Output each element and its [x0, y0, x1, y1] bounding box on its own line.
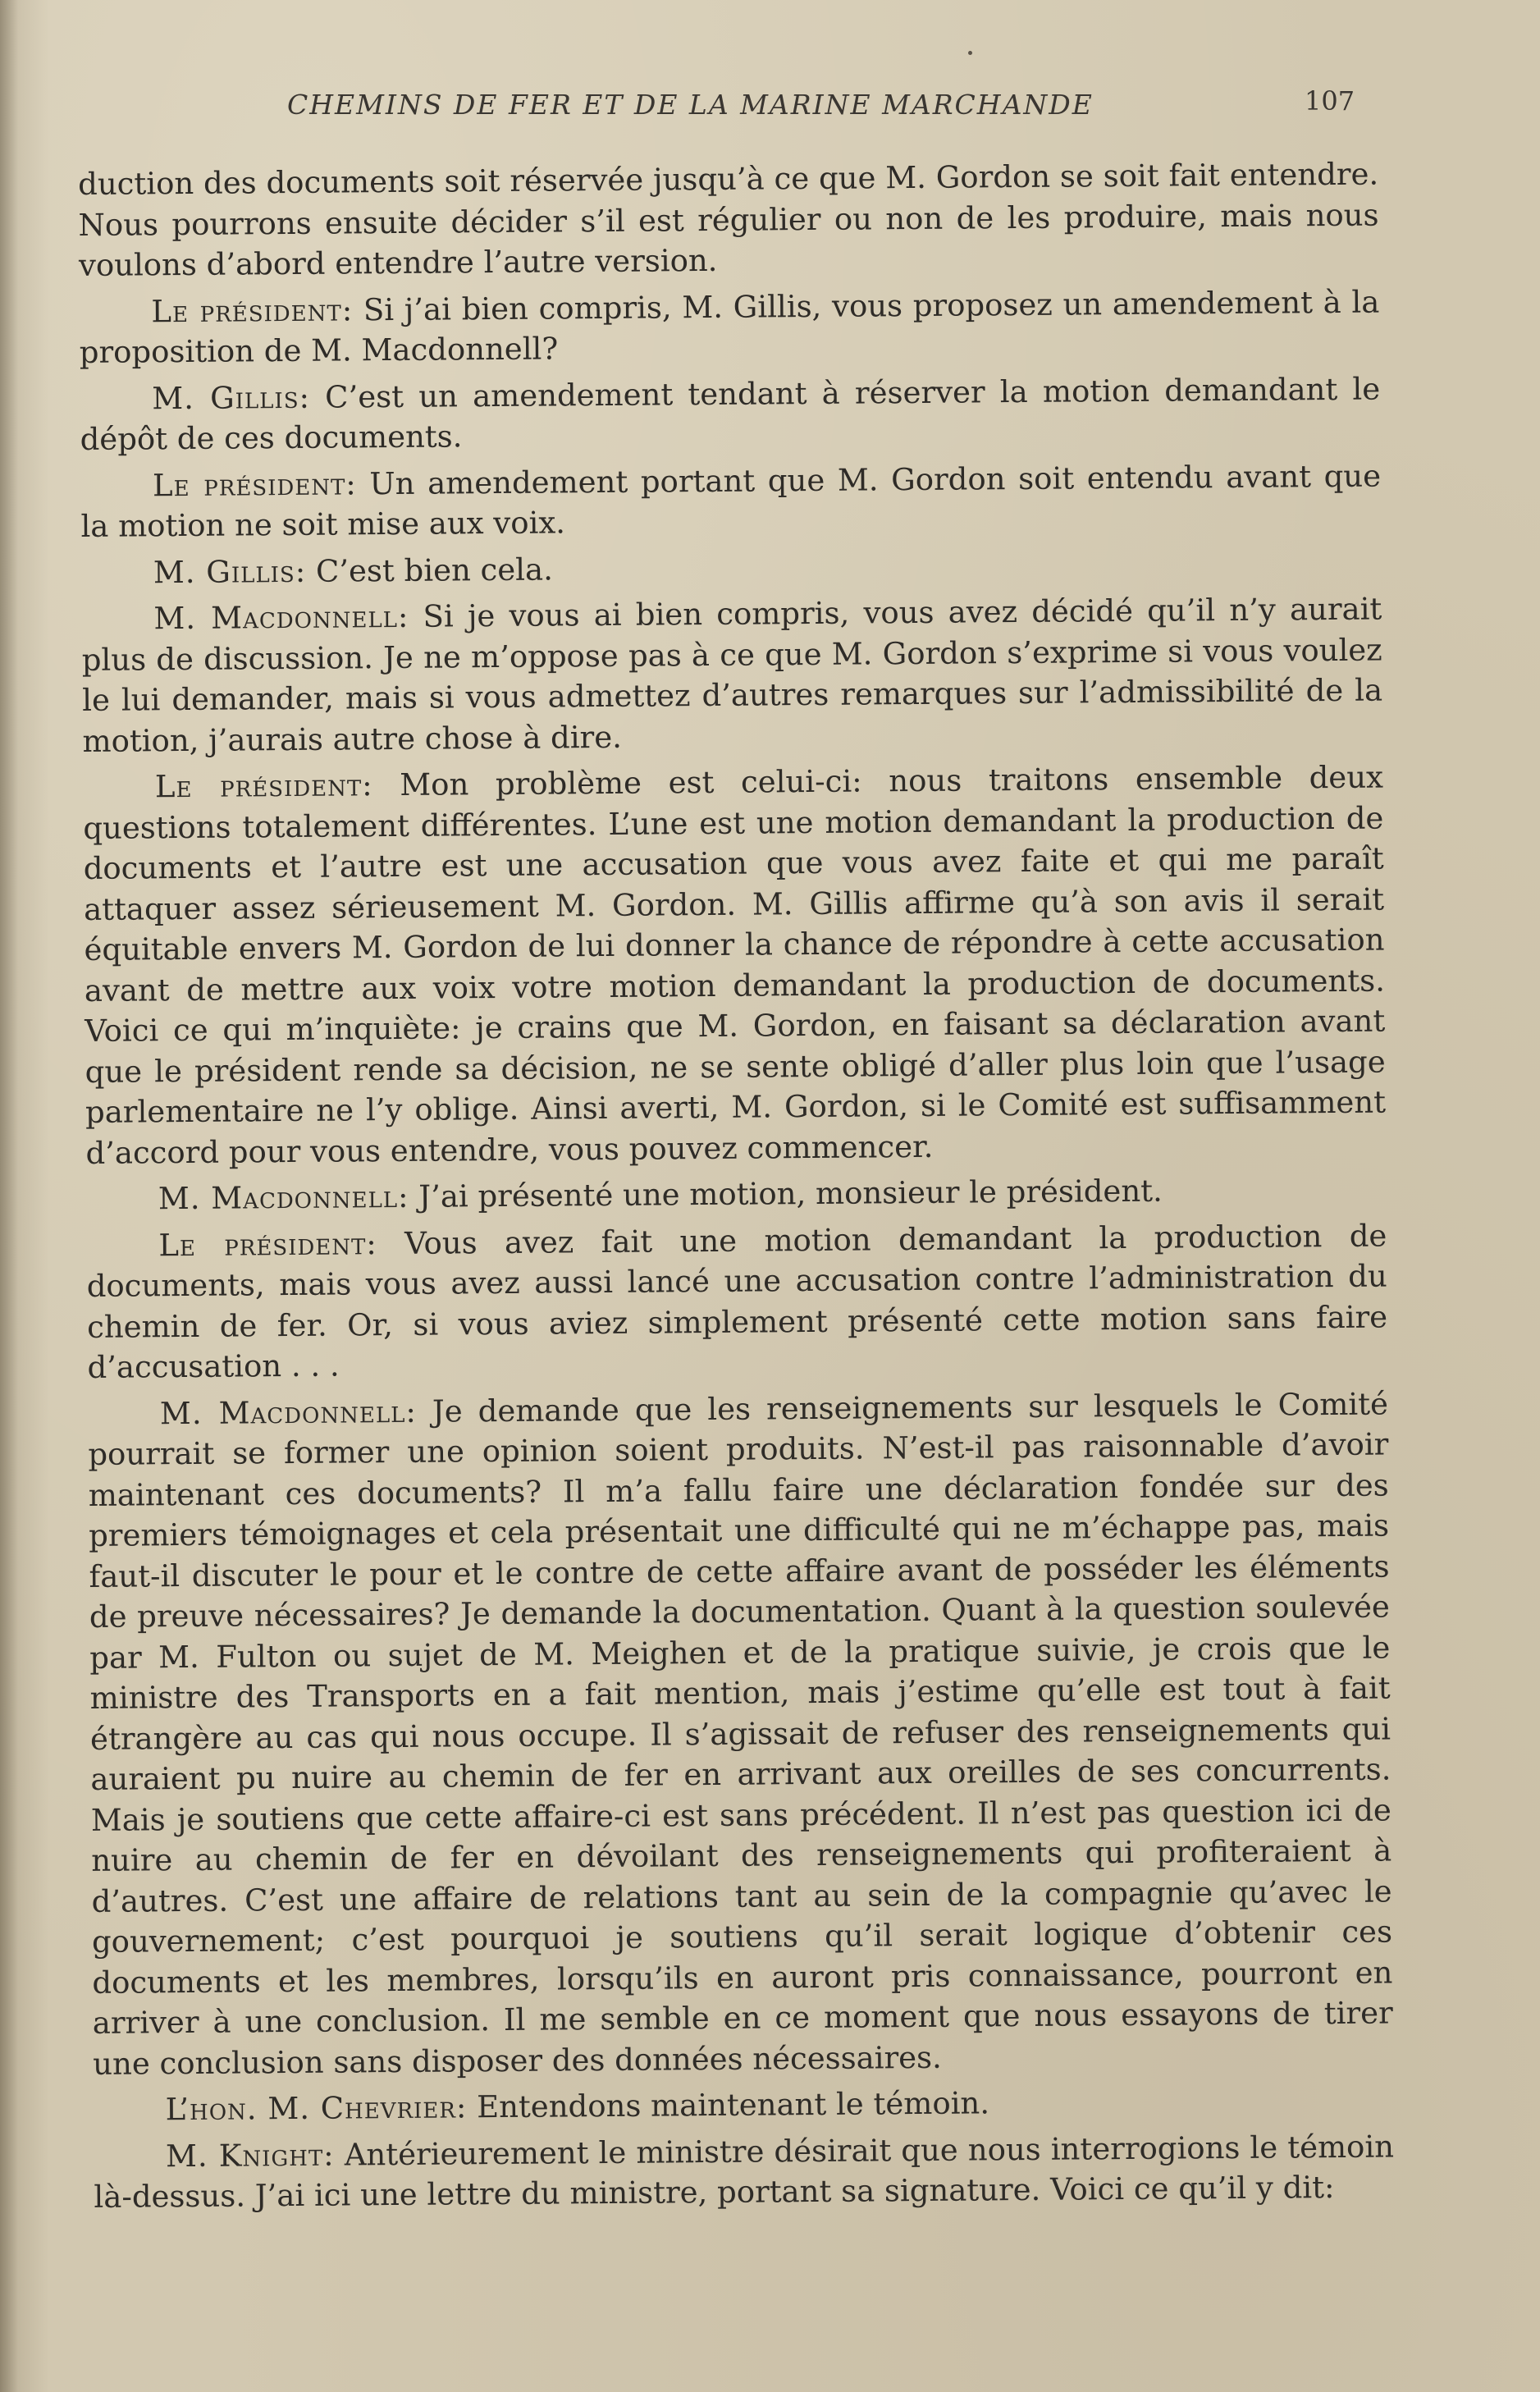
- paragraph-text: Antérieurement le ministre désirait que nous interrogions le témoin là-dessus. J’ai ici une lettre du ministre, portant sa signature. Voici ce qu’il y dit:: [94, 2128, 1395, 2215]
- speaker-name: Le président:: [154, 767, 373, 805]
- speaker-name: M. Knight:: [165, 2137, 335, 2174]
- paragraph-text: Entendons maintenant le témoin.: [467, 2085, 990, 2125]
- speaker-name: M. Macdonnell:: [158, 1178, 409, 1217]
- paragraph-text: C’est bien cela.: [306, 551, 554, 589]
- paragraph-president-2: [80, 455, 1382, 547]
- speaker-name: M. Macdonnell:: [159, 1393, 418, 1431]
- speaker-name: Le président:: [158, 1225, 377, 1263]
- page-number: 107: [1305, 85, 1355, 117]
- paragraph-text: Mon problème est celui-ci: nous traitons ensemble deux questions totalement différentes. L’une est une motion demandant la production de documents et l’autre est une accusation que vous avez faite et qui me paraît attaquer assez sérieusement M. Gordon. M. Gillis affirme qu’à son avis il serait équitable envers M. Gordon de lui donner la chance de répondre à cette accusation avant de mettre aux voix votre motion demandant la production de documents. Voici ce qui m’inquiète: je crains que M. Gordon, en faisant sa déclaration avant que le président rende sa décision, ne se sente obligé d’aller plus loin que l’usage parlementaire ne l’y oblige. Ainsi averti, M. Gordon, si le Comité est suffisamment d’accord pour vous entendre, vous pouvez commencer.: [83, 759, 1387, 1171]
- paragraph-text: Un amendement portant que M. Gordon soit entendu avant que la motion ne soit mise aux voix.: [80, 458, 1382, 544]
- paragraph-gillis-1: [80, 368, 1381, 460]
- paragraph-macdonnell-2: [86, 1169, 1387, 1220]
- paragraph-macdonnell-3: [88, 1384, 1394, 2084]
- speaker-name: Le président:: [152, 465, 357, 503]
- paragraph-president-4: [86, 1215, 1388, 1388]
- speaker-name: Le président:: [151, 291, 354, 329]
- paper-speck: [968, 51, 972, 55]
- paragraph-text: Je demande que les renseignements sur lesquels le Comité pourrait se former une opinion soient produits. N’est-il pas raisonnable d’avoir maintenant ces documents? Il m’a fallu faire une déclaration fondée sur des premiers témoignages et cela présentait une difficulté qui ne m’échappe pas, mais faut-il discuter le pour et le contre de cette affaire avant de posséder les éléments de preuve nécessaires? Je demande la documentation. Quant à la question soulevée par M. Fulton ou sujet de M. Meighen et de la pratique suivie, je crois que le ministre des Transports en a fait mention, mais j’estime qu’elle est tout à fait étrangère au cas qui nous occupe. Il s’agissait de refuser des renseignements qui auraient pu nuire au chemin de fer en arrivant aux oreilles de ses concurrents. Mais je soutiens que cette affaire-ci est sans précédent. Il n’est pas question ici de nuire au chemin de fer en dévoilant des renseignements qui profiteraient à d’autres. C’est une affaire de relations tant au sein de la compagnie qu’avec le gouvernement; c’est pourquoi je soutiens qu’il serait logique d’obtenir ces documents et les membres, lorsqu’ils en auront pris connaissance, pourront en arriver à une conclusion. Il me semble en ce moment que nous essayons de tirer une conclusion sans disposer des données nécessaires.: [88, 1386, 1393, 2082]
- paragraph-text: J’ai présenté une motion, monsieur le président.: [409, 1173, 1163, 1214]
- speaker-name: L’hon. M. Chevrier:: [165, 2089, 468, 2128]
- paragraph-text: Si j’ai bien compris, M. Gillis, vous proposez un amendement à la proposition de M. Macdonnell?: [79, 284, 1380, 370]
- paragraph-continuation: [78, 154, 1379, 286]
- speaker-name: M. Gillis:: [152, 379, 311, 416]
- paragraph-text: Si je vous ai bien compris, vous avez décidé qu’il n’y aurait plus de discussion. Je ne m’oppose pas à ce que M. Gordon s’exprime si vous voulez le lui demander, mais si vous admettez d’autres remarques sur l’admissibilité de la motion, j’aurais autre chose à dire.: [81, 591, 1383, 759]
- speaker-name: M. Macdonnell:: [153, 598, 409, 637]
- paragraph-knight: [94, 2126, 1395, 2217]
- paragraph-president-1: [79, 281, 1380, 373]
- paragraph-gillis-2: [81, 542, 1382, 593]
- speaker-name: M. Gillis:: [153, 553, 307, 590]
- paragraph-text: Vous avez fait une motion demandant la production de documents, mais vous avez aussi lancé une accusation contre l’administration du chemin de fer. Or, si vous aviez simplement présenté cette motion sans faire d’accusation . . .: [86, 1218, 1388, 1385]
- paragraph-chevrier: [93, 2079, 1393, 2130]
- page-header: [287, 85, 1362, 138]
- paragraph-president-3: [83, 757, 1387, 1173]
- paragraph-text: duction des documents soit réservée jusqu’à ce que M. Gordon se soit fait entendre. Nous pourrons ensuite décider s’il est régulier ou non de les produire, mais nous voulons d’abord entendre l’autre version.: [78, 156, 1379, 283]
- paragraph-text: C’est un amendement tendant à réserver la motion demandant le dépôt de ces documents.: [80, 371, 1381, 457]
- body-text: [78, 154, 1395, 2224]
- paragraph-macdonnell-1: [81, 589, 1383, 762]
- page-binding-shadow: [0, 0, 18, 2392]
- running-head: CHEMINS DE FER ET DE LA MARINE MARCHANDE: [287, 89, 1094, 121]
